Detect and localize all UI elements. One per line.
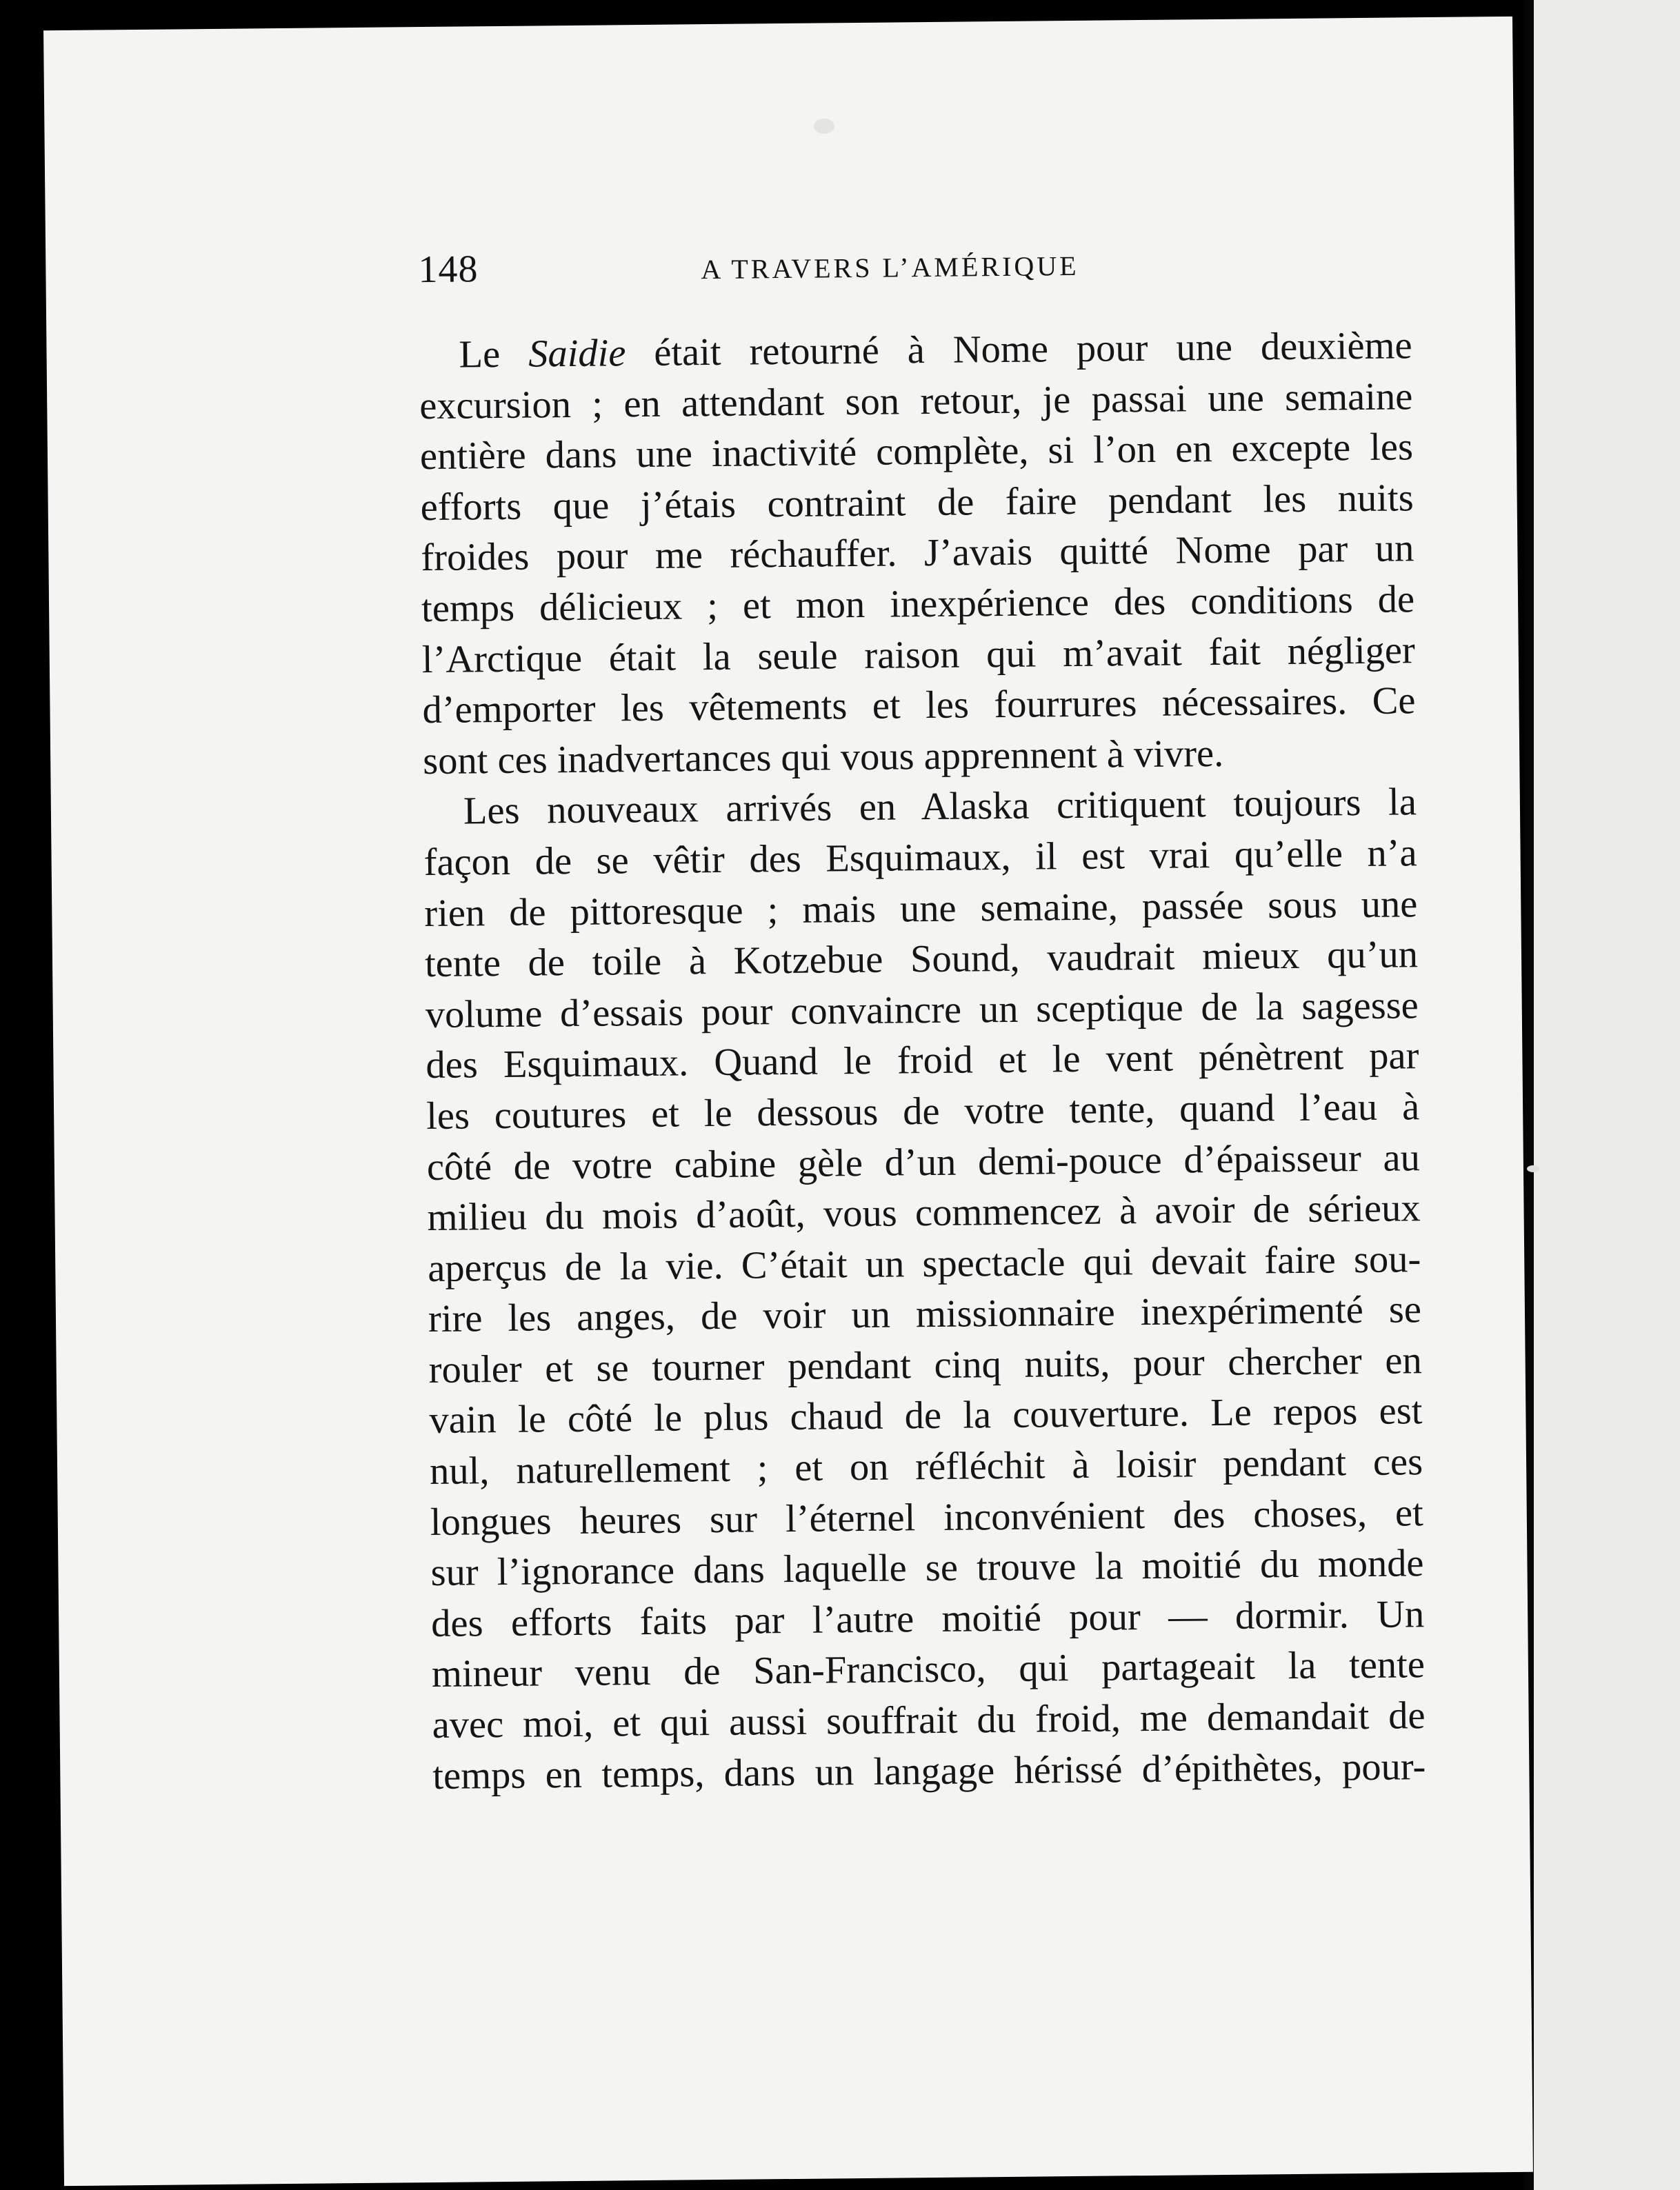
text-line: Les nouveaux arrivés en Alaska critiquent toujours la xyxy=(463,781,1417,833)
body-text xyxy=(419,321,1426,1802)
text-line: rien de pittoresque ; mais une semaine, passée sous une xyxy=(424,882,1418,935)
scan-speck xyxy=(1527,1165,1539,1172)
text-line: nul, naturellement ; et on réfléchit à loisir pendant ces xyxy=(429,1440,1423,1494)
running-title: A TRAVERS L’AMÉRIQUE xyxy=(701,250,1079,285)
text-line: rire les anges, de voir un missionnaire inexpérimenté se xyxy=(428,1288,1422,1341)
text-line: sont ces inadvertances qui vous apprennent à vivre. xyxy=(422,732,1224,783)
text-line xyxy=(419,321,1412,381)
text-line: d’emporter les vêtements et les fourrures nécessaires. Ce xyxy=(422,679,1416,732)
text-line: temps en temps, dans un langage hérissé d’épithètes, pour- xyxy=(432,1745,1426,1798)
text-line: des efforts faits par l’autre moitié pour — dormir. Un xyxy=(430,1593,1425,1645)
text-run: était retourné à Nome pour une deuxième xyxy=(626,324,1412,375)
paragraph-2 xyxy=(423,778,1426,1802)
text-line: avec moi, et qui aussi souffrait du froid, me demandait de xyxy=(432,1694,1426,1747)
text-line: sur l’ignorance dans laquelle se trouve la moitié du monde xyxy=(430,1542,1424,1595)
text-line: les coutures et le dessous de votre tente, quand l’eau à xyxy=(426,1085,1420,1138)
text-line: rouler et se tourner pendant cinq nuits, pour chercher en xyxy=(428,1339,1422,1392)
text-line: vain le côté le plus chaud de la couverture. Le repos est xyxy=(429,1389,1423,1443)
text-line: mineur venu de San-Francisco, qui partageait la tente xyxy=(431,1643,1426,1696)
text-line: milieu du mois d’août, vous commencez à avoir de sérieux xyxy=(427,1187,1421,1240)
text-line: froides pour me réchauffer. J’avais quitté Nome par un xyxy=(421,527,1414,580)
text-line: l’Arctique était la seule raison qui m’avait fait négliger xyxy=(421,628,1416,681)
text-line: des Esquimaux. Quand le froid et le vent pénètrent par xyxy=(426,1034,1419,1087)
running-head xyxy=(418,238,1412,303)
text-line: volume d’essais pour convaincre un sceptique de la sagesse xyxy=(425,983,1419,1036)
text-line: façon de se vêtir des Esquimaux, il est vrai qu’elle n’a xyxy=(423,832,1417,884)
text-run: Le xyxy=(459,332,529,376)
text-line: longues heures sur l’éternel inconvénient des choses, et xyxy=(430,1491,1424,1544)
book-page xyxy=(43,17,1533,2186)
text-line: tente de toile à Kotzebue Sound, vaudrait mieux qu’un xyxy=(424,933,1419,986)
scan-speck xyxy=(814,119,834,134)
text-line: efforts que j’étais contraint de faire pendant les nuits xyxy=(420,476,1414,529)
text-line: temps délicieux ; et mon inexpérience des conditions de xyxy=(421,578,1415,631)
facing-page-edge xyxy=(1534,0,1680,2190)
paragraph-1 xyxy=(419,321,1416,787)
text-line: aperçus de la vie. C’était un spectacle qui devait faire sou- xyxy=(428,1237,1421,1290)
text-line: côté de votre cabine gèle d’un demi-pouce d’épaisseur au xyxy=(426,1136,1421,1189)
text-line: entière dans une inactivité complète, si l’on en excepte les xyxy=(419,425,1414,479)
page-number: 148 xyxy=(418,248,479,292)
text-line: excursion ; en attendant son retour, je passai une semaine xyxy=(419,374,1413,428)
italic-ship-name: Saidie xyxy=(528,332,626,376)
